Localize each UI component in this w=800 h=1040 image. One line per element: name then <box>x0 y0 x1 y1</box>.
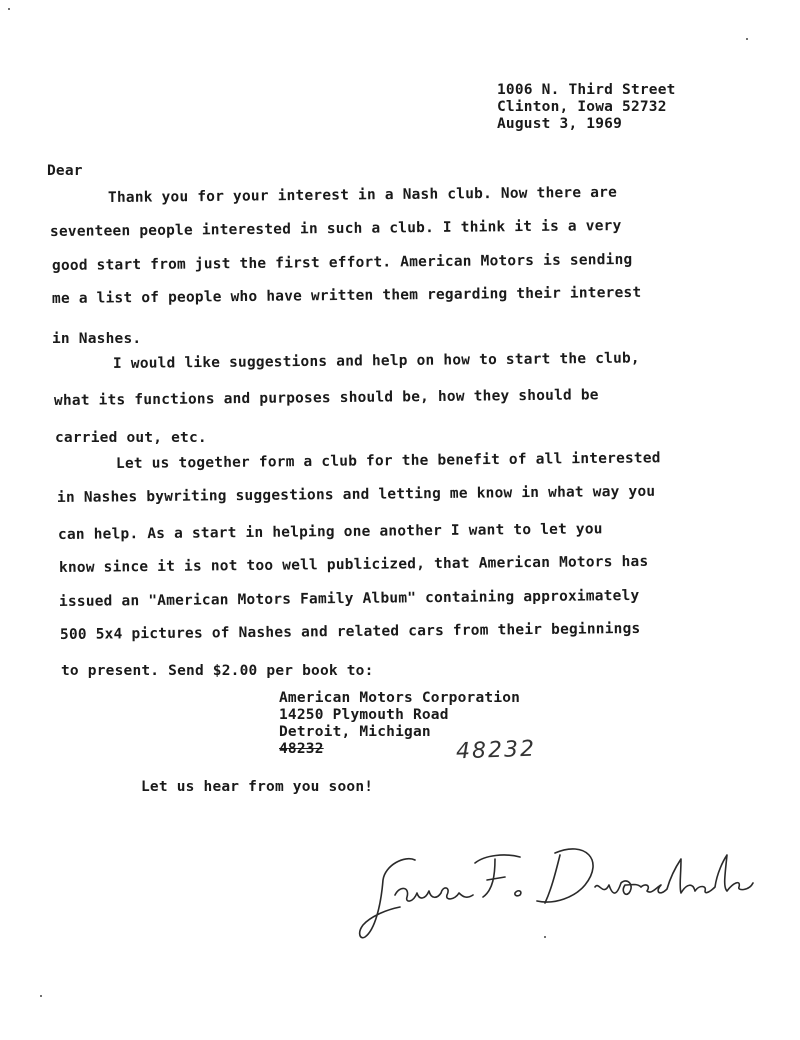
recipient-company: American Motors Corporation <box>279 690 521 706</box>
body-line-15: to present. Send $2.00 per book to: <box>61 663 374 679</box>
struck-zip: 48232 <box>279 741 324 757</box>
body-line-2: seventeen people interested in such a club. I think it is a very <box>49 218 622 240</box>
sender-street: 1006 N. Third Street <box>497 82 676 98</box>
paper-speck <box>746 38 748 40</box>
body-line-8: carried out, etc. <box>55 430 207 446</box>
body-line-1: Thank you for your interest in a Nash club. Now there are <box>107 184 618 206</box>
body-line-4: me a list of people who have written them regarding their interest <box>51 284 642 307</box>
letter-date: August 3, 1969 <box>497 116 623 132</box>
closing-line: Let us hear from you soon! <box>141 779 374 795</box>
body-line-7: what its functions and purposes should be, how they should be <box>53 387 599 409</box>
body-line-14: 500 5x4 pictures of Nashes and related cars from their beginnings <box>59 620 641 643</box>
handwritten-zip: 48232 <box>455 736 537 765</box>
body-line-3: good start from just the first effort. American Motors is sending <box>51 251 633 274</box>
paper-speck <box>40 995 42 997</box>
sender-address <box>497 82 676 133</box>
recipient-street: 14250 Plymouth Road <box>279 707 449 723</box>
body-line-6: I would like suggestions and help on how to start the club, <box>112 350 640 372</box>
paper-speck <box>8 8 10 10</box>
sender-city: Clinton, Iowa 52732 <box>497 99 667 115</box>
body-line-12: know since it is not too well publicized, that American Motors has <box>58 553 649 576</box>
body-line-10: in Nashes bywriting suggestions and letting me know in what way you <box>56 483 656 506</box>
signature <box>355 825 795 945</box>
body-line-11: can help. As a start in helping one another I want to let you <box>57 521 603 543</box>
body-line-9: Let us together form a club for the benefit of all interested <box>115 450 661 472</box>
recipient-city: Detroit, Michigan <box>279 724 431 740</box>
body-line-13: issued an "American Motors Family Album" containing approximately <box>58 587 640 610</box>
body-line-5: in Nashes. <box>52 331 142 347</box>
salutation: Dear <box>47 163 83 179</box>
paper-speck <box>544 936 546 938</box>
